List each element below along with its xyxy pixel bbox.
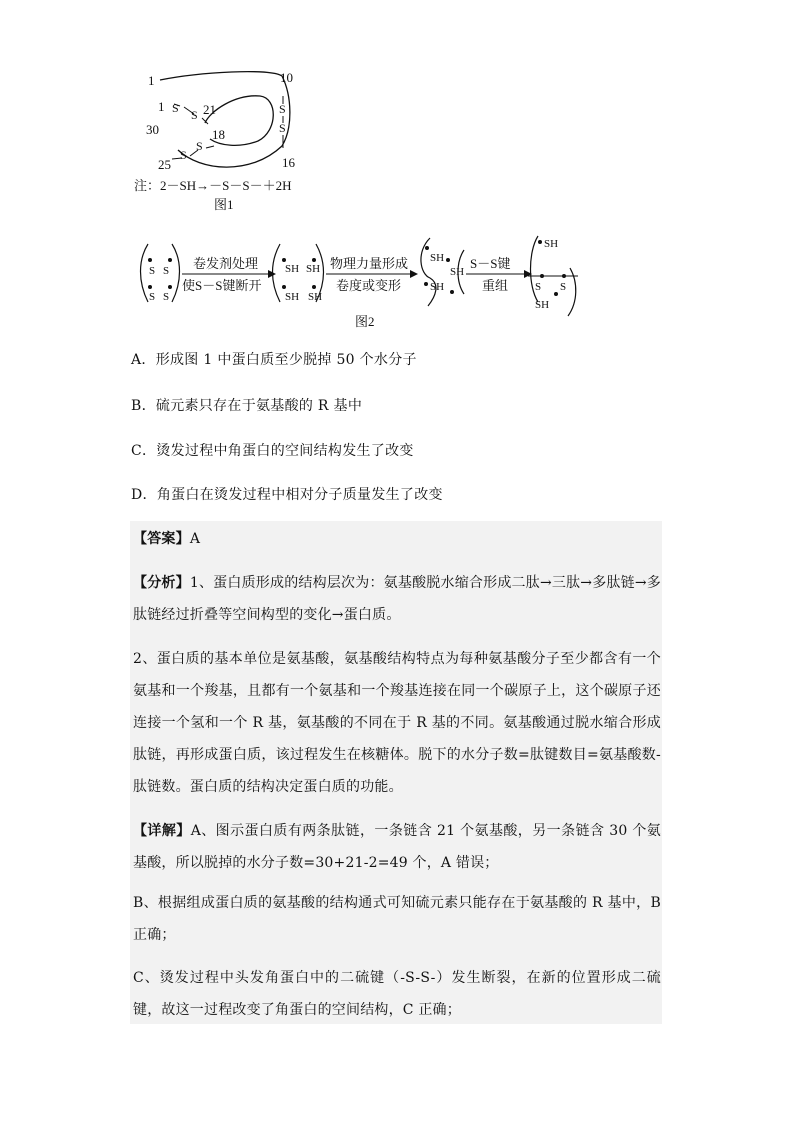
detail-a-text: A、图示蛋白质有两条肽链，一条链含 21 个氨基酸，另一条链含 30 个氨基酸，所以脱掉的水分子数=30+21-2=49 个，A 错误； xyxy=(133,823,661,871)
arrow2-top-label: 物理力量形成 xyxy=(330,256,409,271)
label-1-inner: 1 xyxy=(158,99,165,114)
label-30: 30 xyxy=(146,122,159,137)
figure-2-caption: 图2 xyxy=(355,314,375,329)
arrow1-bottom-label: 使S－S键断开 xyxy=(182,278,262,293)
arrow1-top-label: 卷发剂处理 xyxy=(193,256,259,271)
option-b: B．硫元素只存在于氨基酸的 R 基中 xyxy=(131,398,363,414)
figure-1-caption: 图1 xyxy=(214,197,234,212)
answer-value: A xyxy=(189,531,201,547)
answer-line xyxy=(133,523,661,555)
answer-tag: 【答案】 xyxy=(133,531,190,547)
sulfur-e: S xyxy=(196,139,203,153)
analysis-p2: 2、蛋白质的基本单位是氨基酸，氨基酸结构特点为每种氨基酸分子至少都含有一个氨基和一个羧基，且都有一个氨基和一个羧基连接在同一个碳原子上，这个碳原子还连接一个氢和一个 R 基，氨基酸的不同在于 R 基的不同。氨基酸通过脱水缩合形成肽链，再形成蛋白质，该过程发生在核糖体。脱下的水分子数=肽键数目=氨基酸数-肽链数。蛋白质的结构决定蛋白质的功能。 xyxy=(133,651,661,795)
arrow3-top-label: S－S键 xyxy=(470,256,511,271)
s2-sh-c: SH xyxy=(285,291,300,303)
s4-s-a: S xyxy=(535,281,542,293)
s2-sh-b: SH xyxy=(306,263,321,275)
s4-s-b: S xyxy=(560,281,567,293)
s3-sh-a: SH xyxy=(430,252,445,264)
figure-2-diagram xyxy=(130,232,590,332)
label-1-outer: 1 xyxy=(148,73,155,88)
arrow3-bottom-label: 重组 xyxy=(482,278,509,293)
analysis-p1-text: 1、蛋白质形成的结构层次为：氨基酸脱水缩合形成二肽→三肽→多肽链→多肽链经过折叠等空间构型的变化→蛋白质。 xyxy=(133,575,661,623)
figure-1-note: 注：2－SH→－S－S－＋2H xyxy=(134,178,292,193)
s4-sh-top: SH xyxy=(544,238,559,250)
s1-s-d: S xyxy=(163,291,170,303)
s4-sh-bottom: SH xyxy=(535,299,550,311)
detail-b: B、根据组成蛋白质的氨基酸的结构通式可知硫元素只能存在于氨基酸的 R 基中，B 正确； xyxy=(133,895,661,943)
s2-sh-d: SH xyxy=(308,291,323,303)
s1-s-b: S xyxy=(163,265,170,277)
sulfur-b: S xyxy=(191,108,198,122)
option-a: A．形成图 1 中蛋白质至少脱掉 50 个水分子 xyxy=(131,352,417,368)
label-16: 16 xyxy=(282,155,295,170)
detail-c: C、烫发过程中头发角蛋白中的二硫键（-S-S-）发生断裂，在新的位置形成二硫键，故这一过程改变了角蛋白的空间结构，C 正确； xyxy=(133,970,661,1018)
s2-sh-a: SH xyxy=(285,263,300,275)
s3-sh-c: SH xyxy=(430,281,445,293)
analysis-tag: 【分析】 xyxy=(133,575,190,591)
arrow2-bottom-label: 卷度或变形 xyxy=(336,278,402,293)
sulfur-a: S xyxy=(172,101,179,115)
label-18: 18 xyxy=(212,127,225,142)
sulfur-d: S xyxy=(279,121,286,135)
s1-s-a: S xyxy=(149,265,156,277)
analysis-p1 xyxy=(133,567,661,631)
label-10: 10 xyxy=(280,70,293,85)
detail-tag: 【详解】 xyxy=(133,823,191,839)
option-d: D．角蛋白在烫发过程中相对分子质量发生了改变 xyxy=(131,487,443,503)
figure-1 xyxy=(130,66,330,216)
label-25: 25 xyxy=(158,157,171,172)
detail-a xyxy=(133,815,661,879)
sulfur-f: S xyxy=(180,148,187,162)
s3-sh-b: SH xyxy=(450,266,465,278)
sulfur-c: S xyxy=(279,102,286,116)
option-c: C．烫发过程中角蛋白的空间结构发生了改变 xyxy=(131,443,414,459)
figure-1-diagram xyxy=(130,66,330,216)
s1-s-c: S xyxy=(149,291,156,303)
label-21: 21 xyxy=(203,102,216,117)
figure-2 xyxy=(130,232,590,332)
